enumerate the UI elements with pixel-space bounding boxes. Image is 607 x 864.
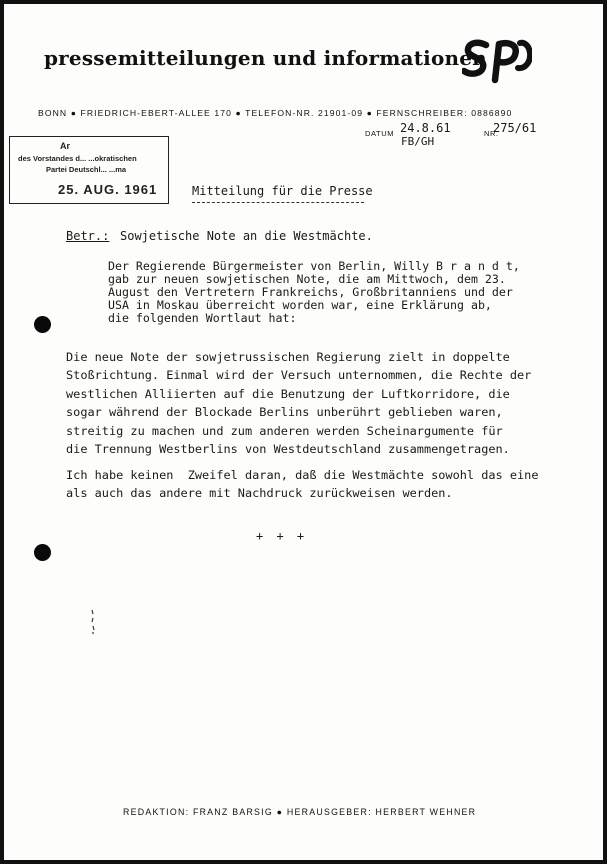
punch-hole-top	[34, 316, 51, 333]
stamp-line-2: des Vorstandes d... ...okratischen	[18, 154, 137, 163]
letterhead-address: BONN ● FRIEDRICH-EBERT-ALLEE 170 ● TELEFON-NR. 21901-09 ● FERNSCHREIBER: 0886890	[38, 108, 513, 118]
nr-label: NR.	[484, 129, 499, 138]
archive-stamp	[9, 136, 169, 204]
subject-text: Sowjetische Note an die Westmächte.	[120, 229, 373, 243]
statement-paragraph-2: Ich habe keinen Zweifel daran, daß die Westmächte sowohl das eine als auch das andere mit Nachdruck zurückweisen werden.	[66, 468, 539, 501]
stamp-line-1: Ar	[60, 141, 71, 151]
margin-marks	[89, 609, 97, 635]
initials: FB/GH	[401, 135, 435, 148]
footer-credits: REDAKTION: FRANZ BARSIG ● HERAUSGEBER: HERBERT WEHNER	[123, 807, 477, 817]
punch-hole-bottom	[34, 544, 51, 561]
stamp-line-3: Partei Deutschl... ...ma	[46, 165, 127, 174]
letterhead-title: pressemitteilungen und informationen	[44, 46, 487, 70]
stamp-date: 25. AUG. 1961	[58, 182, 158, 197]
statement-paragraph-1: Die neue Note der sowjetrussischen Regierung zielt in doppelte Stoßrichtung. Einmal wird der Versuch unternommen, die Rechte der westlichen Alliierten auf die Benutzung der Luftkorridore, die sogar während der Blockade Berlins unberührt geblieben waren, streitig zu machen und zum anderen werden Scheinargumente für die Trennung Westberlins von Westdeutschland zusammengetragen.	[66, 350, 532, 457]
heading-underline	[192, 202, 364, 203]
datum-label: DATUM	[365, 129, 395, 138]
nr-value: 275/61	[493, 121, 537, 135]
document-heading: Mitteilung für die Presse	[192, 184, 373, 198]
subject-label: Betr.:	[66, 229, 110, 243]
datum-value: 24.8.61	[400, 121, 451, 135]
spd-logo	[462, 36, 532, 84]
end-mark: + + +	[256, 529, 308, 543]
intro-paragraph: Der Regierende Bürgermeister von Berlin, Willy B r a n d t, gab zur neuen sowjetischen Note, die am Mittwoch, dem 23. August den Vertretern Frankreichs, Großbritanniens und der USA in Moskau überreicht worden war, eine Erklärung ab, die folgenden Wortlaut hat:	[108, 259, 520, 325]
